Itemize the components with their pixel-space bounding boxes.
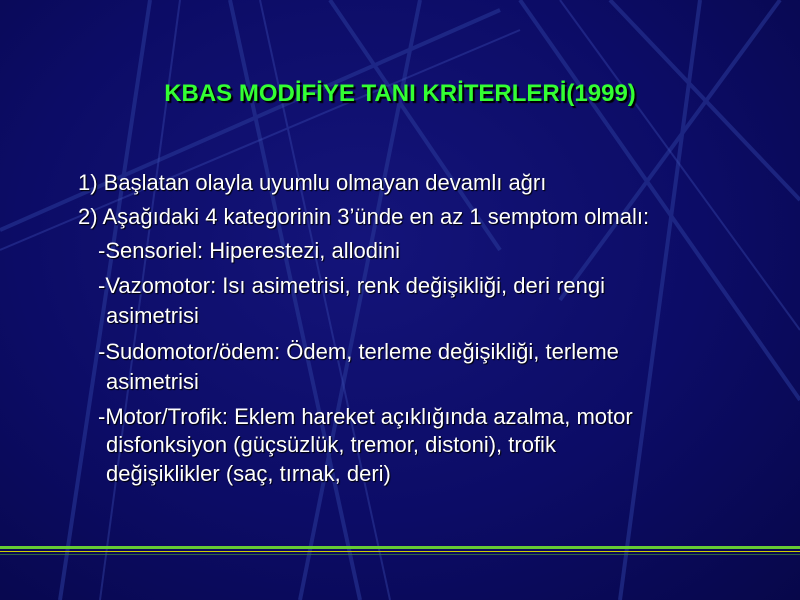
category-motor-cont-1: disfonksiyon (güçsüzlük, tremor, distoni), trofik [106, 432, 556, 457]
slide-title: KBAS MODİFİYE TANI KRİTERLERİ(1999) [164, 80, 636, 107]
category-sudomotor: -Sudomotor/ödem: Ödem, terleme değişikliği, terleme [98, 339, 619, 364]
category-vasomotor: -Vazomotor: Isı asimetrisi, renk değişikliği, deri rengi [98, 273, 605, 298]
category-motor-cont-2: değişiklikler (saç, tırnak, deri) [106, 461, 391, 486]
category-motor: -Motor/Trofik: Eklem hareket açıklığında azalma, motor [98, 404, 633, 429]
category-vasomotor-cont: asimetrisi [106, 303, 199, 328]
criterion-1: 1) Başlatan olayla uyumlu olmayan devamlı ağrı [78, 170, 547, 195]
bottom-divider [0, 540, 800, 570]
category-sensory: -Sensoriel: Hiperestezi, allodini [98, 238, 401, 263]
category-sudomotor-cont: asimetrisi [106, 369, 199, 394]
criterion-2: 2) Aşağıdaki 4 kategorinin 3’ünde en az 1 semptom olmalı: [78, 204, 650, 229]
